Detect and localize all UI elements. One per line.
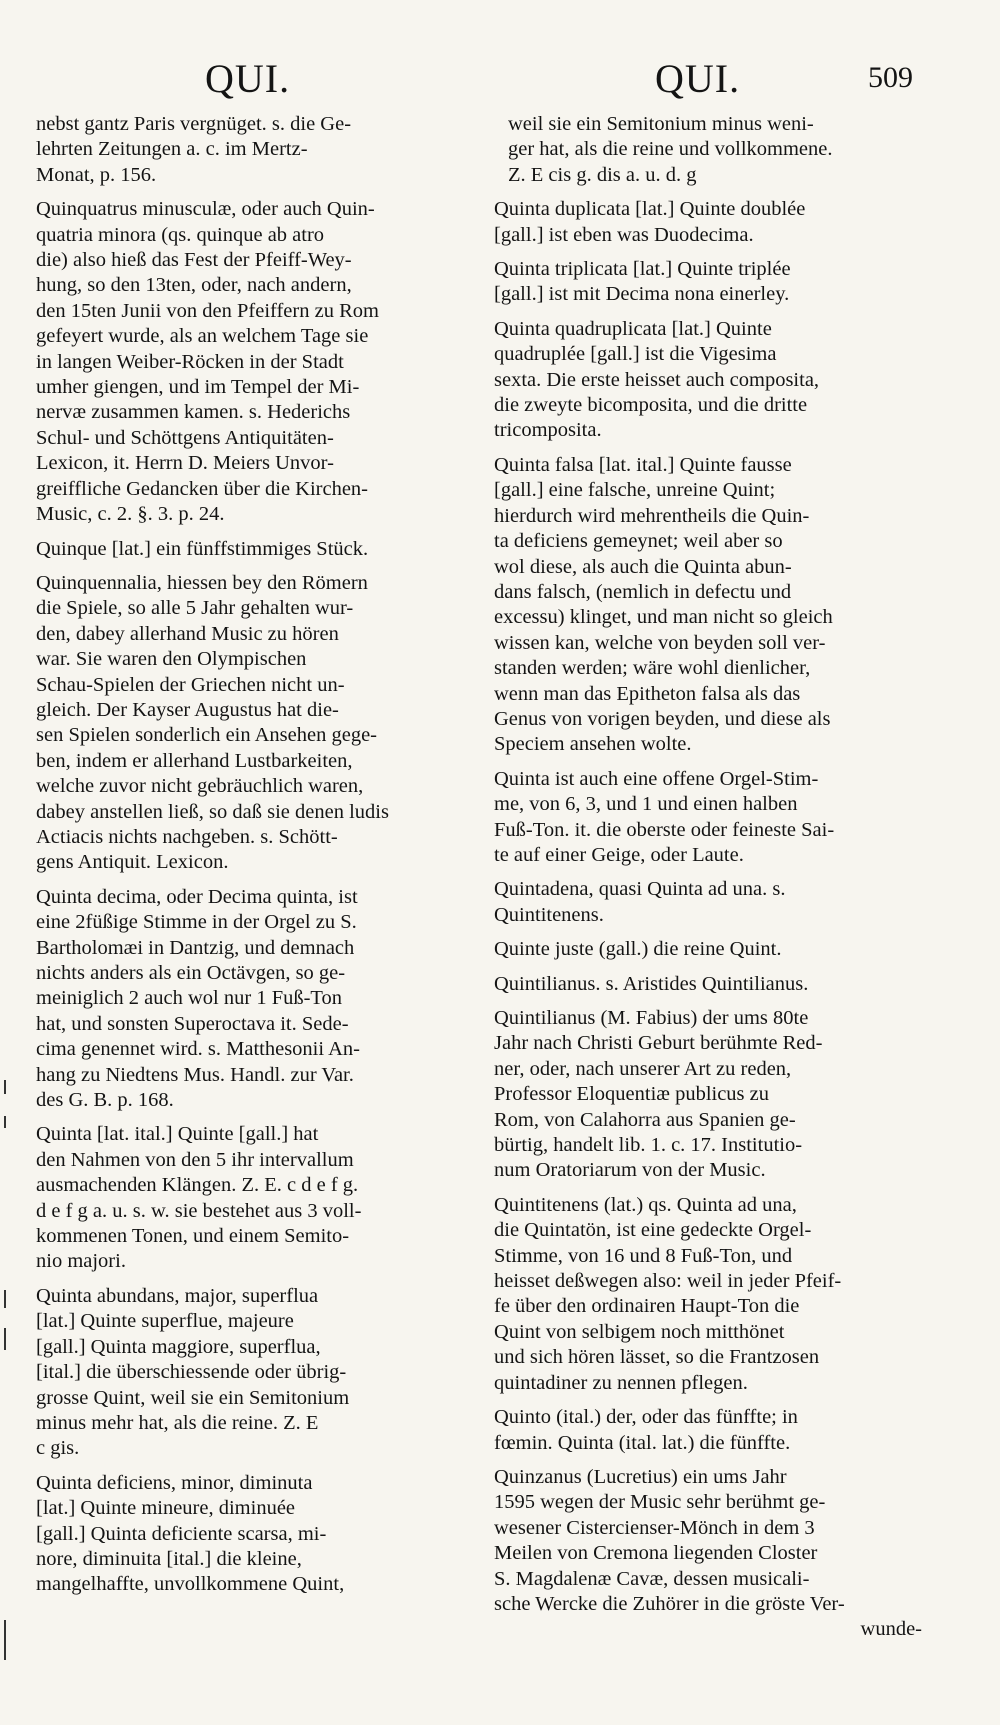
entry-line: den Nahmen von den 5 ihr intervallum	[36, 1148, 354, 1171]
dictionary-entry	[494, 317, 922, 444]
entry-line: Monat, p. 156.	[36, 163, 157, 186]
entry-line: den 15ten Junii von den Pfeiffern zu Rom	[36, 299, 379, 322]
entry-line: gefeyert wurde, als an welchem Tage sie	[36, 325, 369, 348]
entry-line: Quinta triplicata [lat.] Quinte triplée	[494, 258, 791, 281]
entry-line: heisset deßwegen also: weil in jeder Pfeif-	[494, 1270, 842, 1293]
entry-line: me, von 6, 3, und 1 und einen halben	[494, 793, 798, 816]
dictionary-entry	[494, 197, 922, 248]
dictionary-entry	[494, 1405, 922, 1456]
entry-line: Quinta falsa [lat. ital.] Quinte fausse	[494, 453, 792, 476]
entry-line: Quinto (ital.) der, oder das fünffte; in	[494, 1406, 798, 1429]
dictionary-entry	[36, 197, 464, 527]
dictionary-entry	[36, 1122, 464, 1274]
entry-line: nio majori.	[36, 1250, 126, 1273]
entry-line: bürtig, handelt lib. 1. c. 17. Institutio-	[494, 1134, 803, 1157]
entry-line: num Oratoriarum von der Music.	[494, 1159, 766, 1182]
entry-line: Quinta quadruplicata [lat.] Quinte	[494, 317, 772, 340]
entry-line: cima genennet wird. s. Matthesonii An-	[36, 1038, 360, 1061]
entry-line: tricomposita.	[494, 419, 602, 442]
dictionary-entry	[36, 571, 464, 876]
dictionary-entry	[36, 112, 464, 188]
dictionary-entry	[494, 972, 922, 997]
dictionary-entry	[36, 885, 464, 1114]
entry-line: te auf einer Geige, oder Laute.	[494, 843, 744, 866]
entry-line: standen werden; wäre wohl dienlicher,	[494, 657, 811, 680]
dictionary-entry	[36, 1284, 464, 1462]
entry-line: Quinta [lat. ital.] Quinte [gall.] hat	[36, 1123, 319, 1146]
entry-line: S. Magdalenæ Cavæ, dessen musicali-	[494, 1567, 810, 1590]
entry-line: sen Spielen sonderlich ein Ansehen gege-	[36, 724, 378, 747]
entry-line: nichts anders als ein Octävgen, so ge-	[36, 962, 346, 984]
entry-line: 1595 wegen der Music sehr berühmt ge-	[494, 1491, 826, 1514]
entry-line: quadruplée [gall.] ist die Vigesima	[494, 343, 777, 366]
dictionary-entry	[36, 537, 464, 562]
entry-line: die Spiele, so alle 5 Jahr gehalten wur-	[36, 597, 354, 620]
entry-line: Quinzanus (Lucretius) ein ums Jahr	[494, 1465, 787, 1488]
entry-line: Actiacis nichts nachgeben. s. Schött-	[36, 825, 338, 848]
entry-line: wol diese, als auch die Quinta abun-	[494, 555, 792, 578]
entry-line: Rom, von Calahorra aus Spanien ge-	[494, 1108, 796, 1131]
right-column	[494, 112, 922, 1652]
dictionary-entry	[494, 937, 922, 962]
entry-line: [lat.] Quinte mineure, diminuée	[36, 1497, 296, 1520]
dictionary-entry	[494, 877, 922, 928]
entry-line: Quintadena, quasi Quinta ad una. s.	[494, 878, 786, 901]
left-column	[36, 112, 464, 1607]
entry-line: Z. E cis g. dis a. u. d. g	[508, 163, 697, 186]
entry-line: Quinquatrus minusculæ, oder auch Quin-	[36, 198, 375, 221]
entry-line: [gall.] ist eben was Duodecima.	[494, 223, 754, 246]
entry-line: Quintilianus. s. Aristides Quintilianus.	[494, 972, 809, 995]
entry-line: Schul- und Schöttgens Antiquitäten-	[36, 426, 334, 449]
entry-line: meiniglich 2 auch wol nur 1 Fuß-Ton	[36, 987, 343, 1010]
entry-line: den, dabey allerhand Music zu hören	[36, 622, 339, 645]
entry-line: excessu) klinget, und man nicht so gleich	[494, 606, 833, 629]
entry-line: lehrten Zeitungen a. c. im Mertz-	[36, 138, 308, 161]
entry-line: wenn man das Epitheton falsa als das	[494, 682, 801, 705]
entry-line: Quintilianus (M. Fabius) der ums 80te	[494, 1007, 809, 1029]
entry-line: Quintitenens.	[494, 903, 604, 926]
entry-line: d e f g a. u. s. w. sie bestehet aus 3 voll-	[36, 1199, 362, 1222]
dictionary-entry	[494, 453, 922, 758]
entry-line: Quinte juste (gall.) die reine Quint.	[494, 938, 782, 961]
entry-line: fœmin. Quinta (ital. lat.) die fünffte.	[494, 1431, 791, 1454]
entry-line: des G. B. p. 168.	[36, 1089, 174, 1112]
entry-line: Quinta abundans, major, superflua	[36, 1284, 319, 1307]
entry-line: [gall.] Quinta deficiente scarsa, mi-	[36, 1522, 327, 1545]
entry-line: nervæ zusammen kamen. s. Hederichs	[36, 401, 351, 424]
entry-line: ger hat, als die reine und vollkommene.	[508, 138, 833, 161]
entry-line: nore, diminuita [ital.] die kleine,	[36, 1547, 302, 1570]
entry-line: Music, c. 2. §. 3. p. 24.	[36, 503, 225, 526]
entry-line: hung, so den 13ten, oder, nach andern,	[36, 274, 352, 297]
entry-line: in langen Weiber-Röcken in der Stadt	[36, 350, 344, 373]
entry-line: minus mehr hat, als die reine. Z. E	[36, 1411, 319, 1434]
entry-line: Fuß-Ton. it. die oberste oder feineste Sai-	[494, 818, 835, 841]
entry-line: hierdurch wird mehrentheils die Quin-	[494, 504, 810, 527]
entry-line: quintadiner zu nennen pflegen.	[494, 1371, 748, 1394]
entry-line: und sich hören lässet, so die Frantzosen	[494, 1346, 820, 1369]
entry-line: hat, und sonsten Superoctava it. Sede-	[36, 1012, 349, 1035]
entry-line: ner, oder, nach unserer Art zu reden,	[494, 1057, 792, 1080]
running-head-left: QUI.	[205, 56, 291, 101]
entry-line: mangelhaffte, unvollkommene Quint,	[36, 1573, 345, 1596]
entry-line: grosse Quint, weil sie ein Semitonium	[36, 1386, 350, 1409]
entry-line: Stimme, von 16 und 8 Fuß-Ton, und	[494, 1244, 793, 1267]
entry-line: gens Antiquit. Lexicon.	[36, 851, 229, 874]
entry-line: Quint von selbigem noch mitthönet	[494, 1320, 785, 1343]
entry-line: ausmachenden Klängen. Z. E. c d e f g.	[36, 1174, 359, 1197]
entry-line: [gall.] ist mit Decima nona einerley.	[494, 283, 790, 306]
entry-line: Bartholomæi in Dantzig, und demnach	[36, 936, 355, 959]
entry-line: Quinta ist auch eine offene Orgel-Stim-	[494, 767, 819, 790]
entry-line: nebst gantz Paris vergnüget. s. die Ge-	[36, 113, 352, 135]
entry-line: Professor Eloquentiæ publicus zu	[494, 1083, 770, 1106]
entry-line: ben, indem er allerhand Lustbarkeiten,	[36, 749, 353, 772]
entry-line: sexta. Die erste heisset auch composita,	[494, 368, 820, 391]
entry-line: dans falsch, (nemlich in defectu und	[494, 580, 792, 603]
entry-line: Quinta deficiens, minor, diminuta	[36, 1471, 313, 1494]
dictionary-entry	[36, 1471, 464, 1598]
entry-line: fe über den ordinairen Haupt-Ton die	[494, 1295, 800, 1318]
page-header	[0, 55, 1000, 101]
entry-line: Quinquennalia, hiessen bey den Römern	[36, 571, 368, 594]
entry-line: Quinta decima, oder Decima quinta, ist	[36, 885, 358, 908]
entry-line: gleich. Der Kayser Augustus hat die-	[36, 698, 339, 721]
entry-line: welche zuvor nicht gebräuchlich waren,	[36, 775, 364, 798]
entry-line: eine 2füßige Stimme in der Orgel zu S.	[36, 911, 357, 934]
entry-line: umher giengen, und im Tempel der Mi-	[36, 376, 360, 399]
entry-line: war. Sie waren den Olympischen	[36, 648, 307, 671]
dictionary-entry	[494, 767, 922, 869]
entry-line: wissen kan, welche von beyden soll ver-	[494, 631, 826, 654]
entry-line: ta deficiens gemeynet; weil aber so	[494, 530, 783, 553]
dictionary-entry	[494, 1465, 922, 1643]
entry-line: kommenen Tonen, und einem Semito-	[36, 1225, 350, 1248]
entry-line: Quinta duplicata [lat.] Quinte doublée	[494, 198, 806, 221]
entry-line: greiffliche Gedancken über die Kirchen-	[36, 477, 369, 500]
entry-line: quatria minora (qs. quinque ab atro	[36, 223, 325, 246]
entry-line: Speciem ansehen wolte.	[494, 733, 692, 756]
entry-line: Lexicon, it. Herrn D. Meiers Unvor-	[36, 452, 334, 475]
dictionary-entry	[494, 257, 922, 308]
running-head-right: QUI.	[655, 56, 741, 101]
entry-line: hang zu Niedtens Mus. Handl. zur Var.	[36, 1063, 354, 1086]
entry-line: die) also hieß das Fest der Pfeiff-Wey-	[36, 249, 352, 272]
entry-line: c gis.	[36, 1437, 80, 1460]
entry-line: Quintitenens (lat.) qs. Quinta ad una,	[494, 1193, 797, 1216]
entry-line: Quinque [lat.] ein fünffstimmiges Stück.	[36, 537, 369, 560]
dictionary-entry	[494, 112, 922, 188]
entry-line: sche Wercke die Zuhörer in die gröste Ver-	[494, 1592, 845, 1615]
entry-line: Schau-Spielen der Griechen nicht un-	[36, 673, 345, 696]
entry-line: weil sie ein Semitonium minus weni-	[508, 113, 814, 135]
entry-line: [ital.] die überschiessende oder übrig-	[36, 1361, 347, 1384]
entry-line: die Quintatön, ist eine gedeckte Orgel-	[494, 1219, 812, 1242]
entry-line: Jahr nach Christi Geburt berühmte Red-	[494, 1032, 823, 1055]
entry-line: [lat.] Quinte superflue, majeure	[36, 1310, 294, 1333]
entry-line: Meilen von Cremona liegenden Closter	[494, 1542, 818, 1565]
entry-line: [gall.] eine falsche, unreine Quint;	[494, 479, 776, 502]
catchword: wunde-	[860, 1618, 922, 1641]
entry-line: dabey anstellen ließ, so daß sie denen ludis	[36, 800, 389, 823]
page-number: 509	[868, 61, 913, 94]
dictionary-entry	[494, 1006, 922, 1184]
entry-line: wesener Cistercienser-Mönch in dem 3	[494, 1516, 815, 1539]
entry-line: Genus von vorigen beyden, und diese als	[494, 707, 831, 730]
entry-line: [gall.] Quinta maggiore, superflua,	[36, 1335, 321, 1358]
entry-line: die zweyte bicomposita, und die dritte	[494, 394, 808, 417]
dictionary-entry	[494, 1193, 922, 1396]
